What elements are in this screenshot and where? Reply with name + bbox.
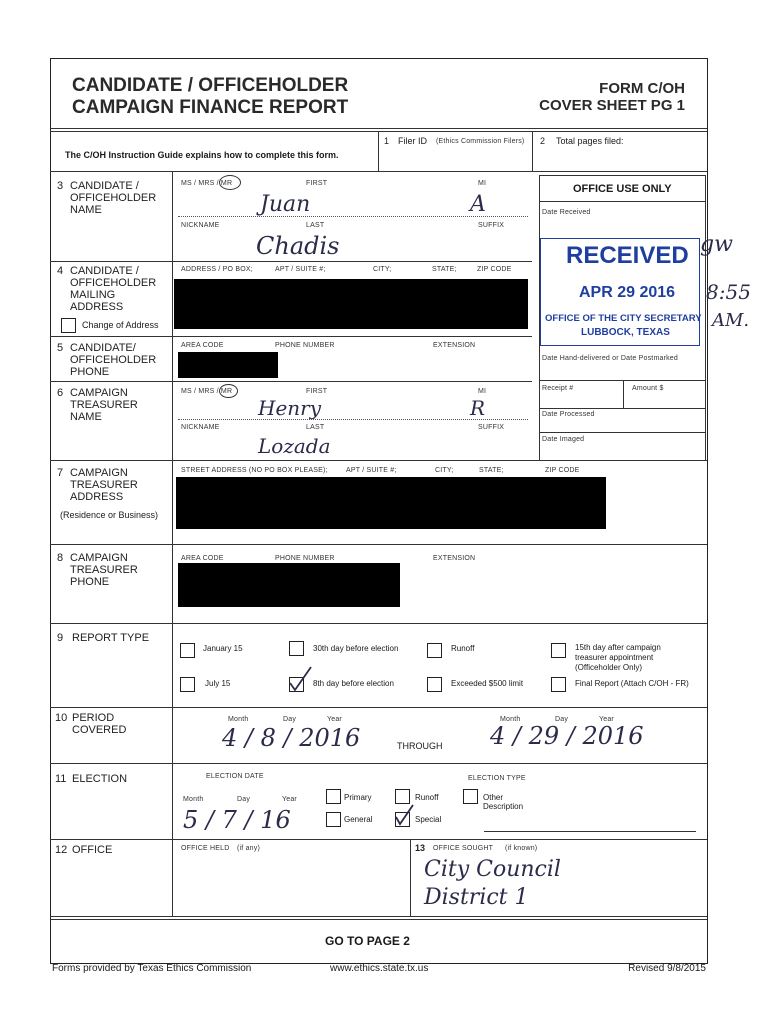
election-primary-label: Primary [344, 793, 372, 802]
office-use-title: OFFICE USE ONLY [573, 183, 672, 195]
section-10-label-1: PERIOD [72, 712, 115, 724]
form-title-line1: CANDIDATE / OFFICEHOLDER [72, 75, 349, 96]
section-8-label-1: CAMPAIGN [70, 552, 128, 564]
period-to-year-label: Year [599, 716, 614, 723]
section-5-label-1: CANDIDATE/ [70, 342, 136, 354]
candidate-suffix-label: SUFFIX [478, 222, 505, 229]
section-7-label-3: ADDRESS [70, 491, 124, 503]
state-label: STATE; [432, 266, 457, 273]
section-7-number: 7 [57, 467, 64, 479]
election-type-label: ELECTION TYPE [468, 775, 526, 782]
period-from-date[interactable]: 4 / 8 / 2016 [222, 724, 361, 752]
report-type-july-checkbox[interactable] [180, 677, 195, 692]
election-date[interactable]: 5 / 7 / 16 [183, 806, 291, 834]
report-type-runoff-checkbox[interactable] [427, 643, 442, 658]
treasurer-mi-label: MI [478, 388, 487, 395]
filer-id-field[interactable] [382, 150, 528, 168]
treasurer-nickname-label: NICKNAME [181, 424, 220, 431]
election-runoff-label: Runoff [415, 793, 439, 802]
section-11-number: 11 [55, 773, 67, 785]
amount-label: Amount $ [632, 385, 664, 392]
section-8-number: 8 [57, 552, 64, 564]
apt-label: APT / SUITE #; [275, 266, 326, 273]
treasurer-zip-label: ZIP CODE [545, 467, 580, 474]
treasurer-mi[interactable]: R [470, 396, 486, 420]
zip-label: ZIP CODE [477, 266, 512, 273]
footer-revised: Revised 9/8/2015 [628, 963, 706, 974]
period-from-day-label: Day [283, 716, 297, 723]
section-6-label-2: TREASURER [70, 399, 138, 411]
mr-circled-mark [219, 175, 241, 190]
candidate-last-name[interactable]: Chadis [256, 232, 340, 260]
treasurer-phone-redacted [178, 563, 400, 607]
section-3-label-2: OFFICEHOLDER [70, 192, 157, 204]
office-sought-line-2[interactable]: District 1 [424, 885, 529, 910]
report-type-15th-label-3: (Officeholder Only) [575, 663, 642, 672]
election-date-label: ELECTION DATE [206, 773, 264, 780]
election-year-label: Year [282, 796, 297, 803]
section-12-number: 12 [55, 844, 68, 856]
election-day-label: Day [237, 796, 251, 803]
section-8-label-3: PHONE [70, 576, 110, 588]
special-check-mark [393, 803, 415, 832]
received-stamp [540, 238, 700, 346]
section-7-label-2: TREASURER [70, 479, 138, 491]
candidate-title-label: MS / MRS / MR [181, 180, 233, 187]
treasurer-apt-label: APT / SUITE #; [346, 467, 397, 474]
change-of-address-checkbox[interactable] [61, 318, 76, 333]
candidate-first-name[interactable]: Juan [260, 192, 311, 217]
election-other-checkbox[interactable] [463, 789, 478, 804]
section-4-label-1: CANDIDATE / [70, 265, 139, 277]
election-description-label: Description [483, 802, 524, 811]
treasurer-first-name[interactable]: Henry [258, 396, 322, 420]
margin-am: AM. [712, 310, 750, 331]
section-5-number: 5 [57, 342, 64, 354]
report-type-january-label: January 15 [203, 644, 243, 653]
treasurer-mr-circled-mark [219, 384, 238, 398]
candidate-first-label: FIRST [306, 180, 328, 187]
candidate-last-label: LAST [306, 222, 325, 229]
date-imaged-label: Date Imaged [542, 436, 585, 443]
section-13-number: 13 [415, 843, 426, 853]
report-type-runoff-label: Runoff [451, 644, 475, 653]
date-processed-label: Date Processed [542, 411, 595, 418]
election-other-label: Other [483, 793, 504, 802]
section-4-label-3: MAILING [70, 289, 116, 301]
report-type-15th-checkbox[interactable] [551, 643, 566, 658]
check-mark [287, 665, 313, 698]
section-10-number: 10 [55, 712, 68, 724]
section-9-number: 9 [57, 632, 64, 644]
section-6-label-1: CAMPAIGN [70, 387, 128, 399]
report-type-july-label: July 15 [205, 679, 231, 688]
period-to-day-label: Day [555, 716, 569, 723]
election-special-label: Special [415, 815, 442, 824]
election-primary-checkbox[interactable] [326, 789, 341, 804]
report-type-final-label: Final Report (Attach C/OH - FR) [575, 679, 689, 688]
candidate-nickname-label: NICKNAME [181, 222, 220, 229]
stamp-date: APR 29 2016 [579, 284, 676, 301]
period-to-date[interactable]: 4 / 29 / 2016 [490, 722, 644, 750]
treasurer-phone-label: PHONE NUMBER [275, 555, 335, 562]
treasurer-suffix-label: SUFFIX [478, 424, 505, 431]
report-type-30th-checkbox[interactable] [289, 641, 304, 656]
election-description-line [484, 831, 696, 832]
section-4-label-2: OFFICEHOLDER [70, 277, 157, 289]
office-sought-line-1[interactable]: City Council [424, 857, 561, 882]
pages-label: Total pages filed: [556, 136, 624, 146]
section-7-note: (Residence or Business) [60, 510, 159, 520]
section-5-label-3: PHONE [70, 366, 110, 378]
treasurer-street-label: STREET ADDRESS (NO PO BOX PLEASE); [181, 467, 328, 474]
candidate-phone-label: PHONE NUMBER [275, 342, 335, 349]
go-to-page-2: GO TO PAGE 2 [325, 934, 410, 948]
change-of-address-label: Change of Address [82, 320, 159, 330]
filer-id-note: (Ethics Commission Filers) [436, 138, 525, 145]
treasurer-title-label: MS / MRS / MR [181, 388, 233, 395]
section-7-label-1: CAMPAIGN [70, 467, 128, 479]
period-through-label: THROUGH [397, 741, 443, 751]
pages-number: 2 [540, 136, 546, 146]
receipt-label: Receipt # [542, 385, 574, 392]
office-held-note: (if any) [237, 845, 260, 852]
treasurer-first-label: FIRST [306, 388, 328, 395]
candidate-phone-redacted [178, 352, 278, 378]
candidate-mi[interactable]: A [470, 192, 486, 217]
date-hand-delivered-label: Date Hand-delivered or Date Postmarked [542, 355, 678, 362]
report-type-15th-label-1: 15th day after campaign [575, 643, 661, 652]
section-3-number: 3 [57, 180, 64, 192]
form-title-line2: CAMPAIGN FINANCE REPORT [72, 97, 349, 118]
election-month-label: Month [183, 796, 204, 803]
city-label: CITY; [373, 266, 392, 273]
treasurer-extension-label: EXTENSION [433, 555, 476, 562]
pages-field[interactable] [538, 150, 698, 168]
instruction-text: The C/OH Instruction Guide explains how to complete this form. [65, 150, 339, 160]
filer-id-number: 1 [384, 136, 390, 146]
treasurer-state-label: STATE; [479, 467, 504, 474]
election-general-checkbox[interactable] [326, 812, 341, 827]
candidate-mi-label: MI [478, 180, 487, 187]
date-received-label: Date Received [542, 209, 591, 216]
treasurer-city-label: CITY; [435, 467, 454, 474]
treasurer-area-code-label: AREA CODE [181, 555, 224, 562]
section-3-label-1: CANDIDATE / [70, 180, 139, 192]
treasurer-last-label: LAST [306, 424, 325, 431]
office-sought-note: (if known) [505, 845, 538, 852]
address-label: ADDRESS / PO BOX; [181, 266, 253, 273]
footer-provider: Forms provided by Texas Ethics Commission [52, 963, 252, 974]
footer-website: www.ethics.state.tx.us [330, 963, 429, 974]
section-3-label-3: NAME [70, 204, 102, 216]
stamp-office: OFFICE OF THE CITY SECRETARY [545, 313, 702, 324]
section-5-label-2: OFFICEHOLDER [70, 354, 157, 366]
period-to-month-label: Month [500, 716, 521, 723]
report-type-8th-label: 8th day before election [313, 679, 394, 688]
treasurer-address-redacted [176, 477, 606, 529]
section-12-label: OFFICE [72, 844, 113, 856]
section-8-label-2: TREASURER [70, 564, 138, 576]
candidate-extension-label: EXTENSION [433, 342, 476, 349]
margin-time: 8:55 [706, 280, 751, 304]
stamp-city: LUBBOCK, TEXAS [581, 327, 670, 338]
report-type-30th-label: 30th day before election [313, 644, 399, 653]
section-11-label: ELECTION [72, 773, 128, 785]
period-from-month-label: Month [228, 716, 249, 723]
office-sought-label: OFFICE SOUGHT [433, 845, 494, 852]
section-4-number: 4 [57, 265, 64, 277]
report-type-exceeded-checkbox[interactable] [427, 677, 442, 692]
section-4-label-4: ADDRESS [70, 301, 124, 313]
election-runoff-checkbox[interactable] [395, 789, 410, 804]
section-9-label: REPORT TYPE [72, 632, 150, 644]
office-held-label: OFFICE HELD [181, 845, 230, 852]
section-6-number: 6 [57, 387, 64, 399]
section-10-label-2: COVERED [72, 724, 127, 736]
election-general-label: General [344, 815, 373, 824]
period-from-year-label: Year [327, 716, 342, 723]
report-type-15th-label-2: treasurer appointment [575, 653, 654, 662]
report-type-exceeded-label: Exceeded $500 limit [451, 679, 524, 688]
form-id-line2: COVER SHEET PG 1 [539, 97, 685, 114]
section-6-label-3: NAME [70, 411, 102, 423]
form-id-line1: FORM C/OH [599, 80, 685, 97]
candidate-area-code-label: AREA CODE [181, 342, 224, 349]
margin-initials: gw [700, 232, 733, 257]
stamp-received: RECEIVED [566, 242, 689, 269]
filer-id-label: Filer ID [398, 136, 427, 146]
treasurer-last-name[interactable]: Lozada [258, 434, 331, 458]
report-type-january-checkbox[interactable] [180, 643, 195, 658]
candidate-address-redacted [174, 279, 528, 329]
report-type-final-checkbox[interactable] [551, 677, 566, 692]
